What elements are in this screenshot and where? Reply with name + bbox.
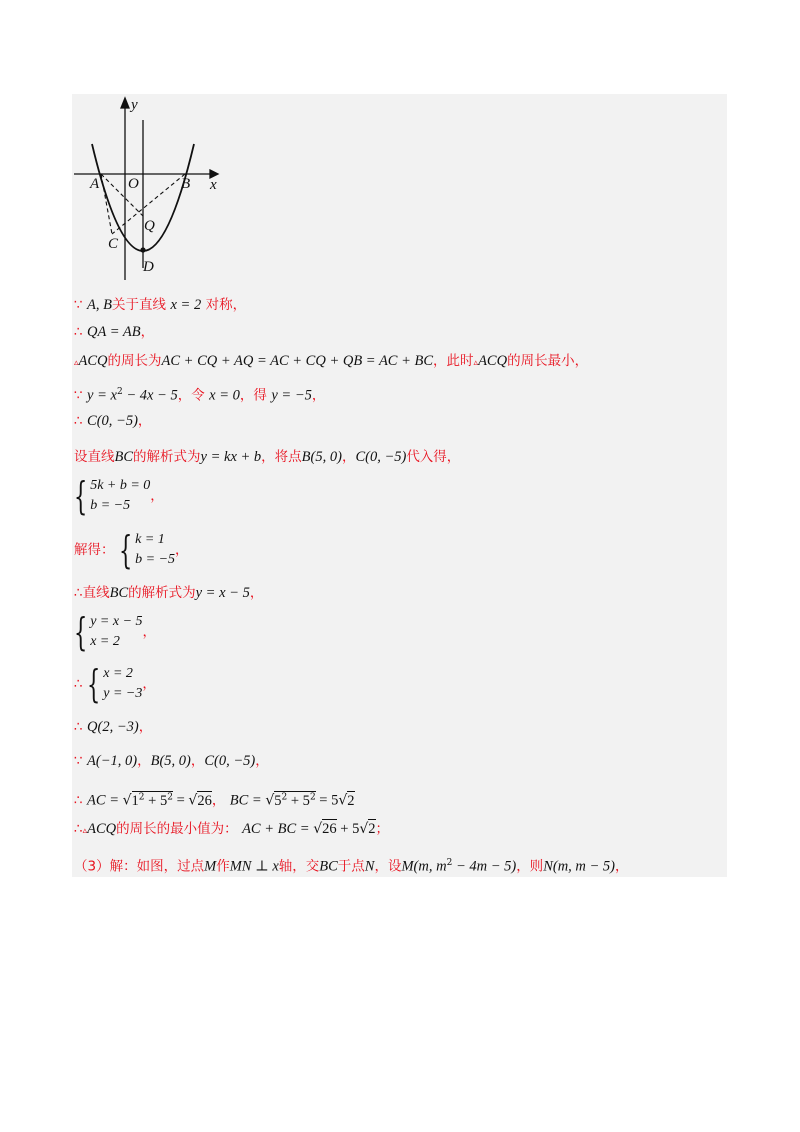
- because-symbol: ∵: [74, 297, 83, 313]
- label-q: Q: [144, 218, 155, 234]
- line-9: ∴直线BC的解析式为y = x − 5，: [74, 585, 264, 601]
- line-10-system: { y = x − 5 x = 2 ，: [74, 610, 157, 654]
- line-12: ∴ Q(2, −3)，: [74, 719, 153, 735]
- therefore-symbol: ∴: [74, 324, 83, 340]
- label-a: A: [90, 176, 100, 192]
- y-axis-arrow: [121, 98, 129, 108]
- segment-ac: [101, 174, 112, 234]
- label-d: D: [143, 259, 154, 275]
- line-5: ∴ C(0, −5)，: [74, 413, 152, 429]
- parabola-figure: [72, 94, 232, 284]
- label-o: O: [128, 176, 139, 192]
- line-7-system: { 5k + b = 0 b = −5 ，: [74, 474, 164, 518]
- line-14: ∴ AC = $√1^2 + 5^2 = √26$， BC = $√5^2 + 5^2 = 5√2$: [74, 792, 355, 809]
- line-3: ▵ACQ的周长为AC + CQ + AQ = AC + CQ + QB = AC + BC，此时▵ACQ的周长最小，: [74, 353, 589, 369]
- label-x: x: [210, 177, 217, 193]
- line-6: 设直线BC的解析式为y = kx + b，将点B(5, 0)，C(0, −5)代入得，: [74, 449, 461, 465]
- line-11-system: ∴ { x = 2 y = −3 ，: [74, 662, 156, 706]
- line-15: ∴▵ACQ的周长的最小值为： AC + BC = √26 + 5√2；: [74, 821, 389, 837]
- line-4: ∵ $y = x^2 - 4x - 5$，令 x = 0，得 y = −5，: [74, 387, 326, 404]
- line-16: （3）解：如图，过点M作MN ⊥ x轴，交BC于点N，设M(m, $m^2 - 4m - 5$)，则N(m, m − 5)，: [74, 858, 629, 875]
- label-y: y: [131, 97, 138, 113]
- line-1: ∵ A, B关于直线 x = 2 对称，: [74, 297, 247, 313]
- point-d: [140, 247, 145, 252]
- line-8-solution: 解得： { k = 1 b = −5 ，: [74, 528, 189, 572]
- label-c: C: [108, 236, 119, 252]
- line-13: ∵ A(−1, 0)，B(5, 0)，C(0, −5)，: [74, 753, 269, 769]
- triangle-symbol: ▵: [74, 358, 79, 368]
- label-b: B: [181, 176, 191, 192]
- triangle-symbol: ▵: [473, 358, 479, 368]
- line-2: ∴ QA = AB，: [74, 324, 155, 340]
